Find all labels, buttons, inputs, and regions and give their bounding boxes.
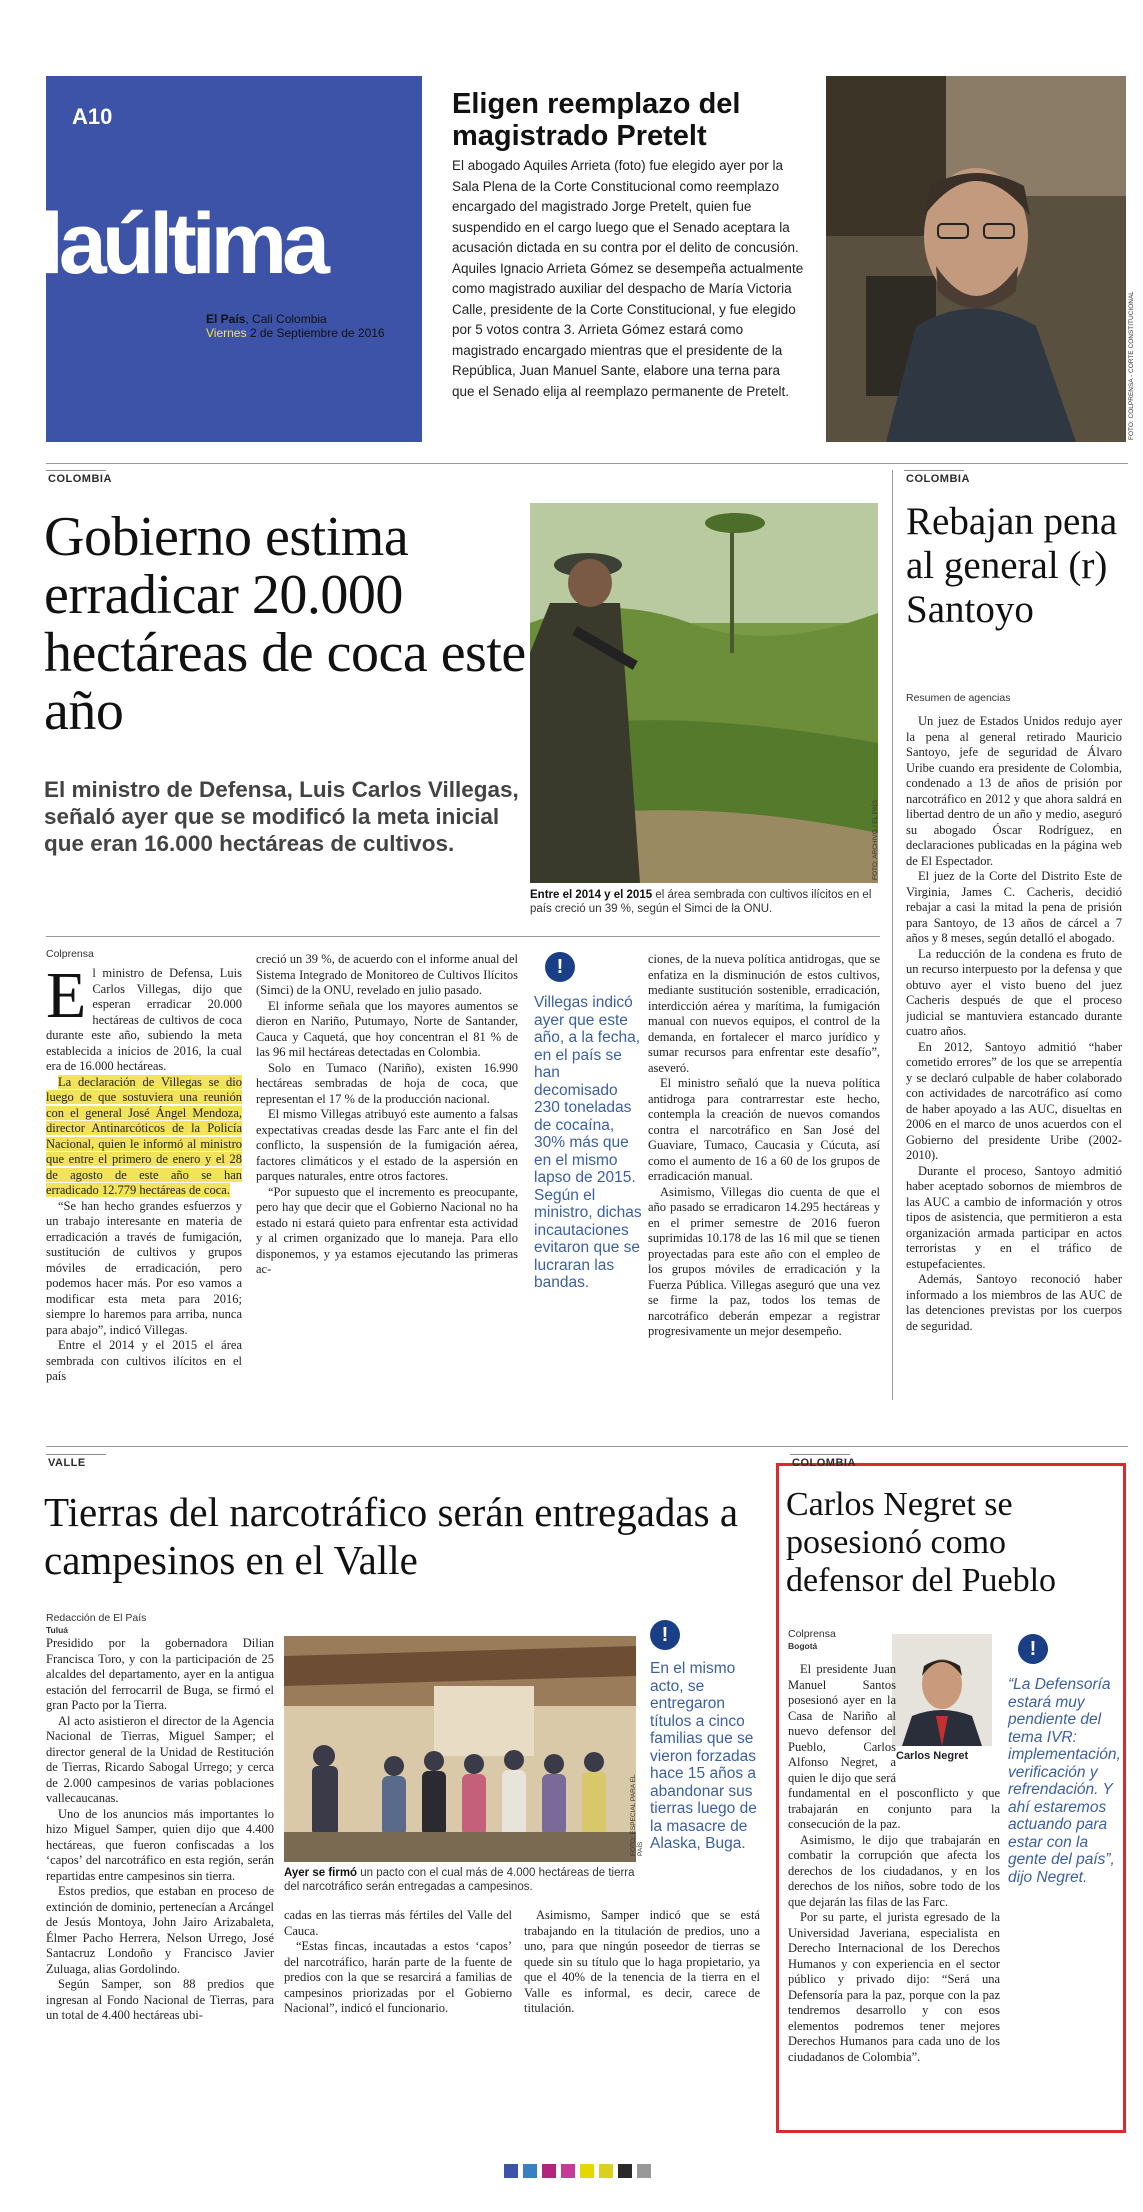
negret-headline: Carlos Negret se posesionó como defensor del Pueblo: [786, 1486, 1057, 1599]
pact-signing-photo: [284, 1636, 636, 1862]
valle-paragraph: Asimismo, Samper indicó que se está trabajando en la titulación de predios, uno a uno, para que ningún poseedor de tierras se quede sin su título que lo haga propietario, ya que el 40% de la tenencia de la tierra en el Valle es informal, es decir, carece de titulación.: [524, 1908, 760, 2015]
alert-icon: !: [1018, 1634, 1048, 1664]
valle-paragraph: Estos predios, que estaban en proceso de extinción de dominio, pertenecían a Arcángel de Jesús Montoya, John Jairo Arizabaleta, Élmer Pacho Herrera, Nelson Urrego, José Santacruz Londoño y Francisco Javier Zuluaga, alias Gordolindo.: [46, 1884, 274, 1976]
color-swatch: [561, 2164, 575, 2178]
alert-icon: !: [545, 952, 575, 982]
valle-photo-credit: FOTO: ESPECIAL PARA EL PAÍS: [630, 1774, 644, 1856]
color-swatch: [504, 2164, 518, 2178]
santoyo-headline: Rebajan pena al general (r) Santoyo: [906, 500, 1118, 631]
coca-photo-caption: [530, 888, 880, 916]
valle-paragraph: cadas en las tierras más fértiles del Valle del Cauca.: [284, 1908, 512, 1938]
color-swatch: [637, 2164, 651, 2178]
color-swatch: [542, 2164, 556, 2178]
paper-name: El País: [206, 312, 246, 326]
valle-paragraph: Al acto asistieron el director de la Agencia Nacional de Tierras, Miguel Samper; el director general de la Unidad de Restitución de Tierras, Ricardo Sabogal Urrego; y cerca de 2.000 campesinos de varias poblaciones vallecaucanas.: [46, 1713, 274, 1805]
negret-column: [788, 1662, 1000, 2132]
negret-paragraph: Asimismo, le dijo que trabajarán en combatir la corrupción que afecta los derechos de los ciudadanos, y en los derechos de los niños, sobre todo de los que dejarán las filas de las Farc.: [788, 1832, 1000, 1909]
coca-paragraph: El mismo Villegas atribuyó este aumento a falsas expectativas creadas desde las Farc ante el fin del conflicto, la suspensión de la fumigación aérea, factores climáticos y el estado de la aspersión en parques naturales, entre otros factores.: [256, 1107, 518, 1183]
valle-column-2: [284, 1908, 512, 2118]
valle-paragraph: Uno de los anuncios más importantes lo hizo Miguel Samper, quien dijo que 4.400 hectáreas, que fueron confiscadas a los ‘capos’ del narcotráfico en esta región, serán repartidas entre campesinos sin tierra.: [46, 1806, 274, 1883]
coca-paragraph: Solo en Tumaco (Nariño), existen 16.990 hectáreas sembradas de hoja de coca, que representan el 17 % de la producción nacional.: [256, 1060, 518, 1106]
date: 2 de Septiembre de 2016: [246, 326, 385, 340]
santoyo-byline: Resumen de agencias: [906, 692, 1011, 704]
santoyo-paragraph: El juez de la Corte del Distrito Este de Virginia, James C. Cacheris, decidió rebajar a casi la mitad la pena de prisión para Santoyo, de 13 años de cárcel a 7 años y 8 meses, según detalló el abogado.: [906, 869, 1122, 945]
color-registration-bar: [504, 2164, 651, 2178]
section-tag-colombia: COLOMBIA: [48, 473, 112, 485]
valle-caption-bold: Ayer se firmó: [284, 1867, 358, 1879]
coca-headline: Gobierno estima erradicar 20.000 hectáreas de coca este año: [44, 506, 526, 742]
coca-caption-bold: Entre el 2014 y el 2015: [530, 889, 653, 901]
section-divider: [46, 463, 1128, 464]
santoyo-column: [906, 714, 1122, 1404]
negret-byline-name: Colprensa: [788, 1628, 836, 1640]
coca-paragraph: Asimismo, Villegas dio cuenta de que el año pasado se erradicaron 14.295 hectáreas y en el primer semestre de 2016 fueron suprimidas 10.178 de las 16 mil que se tienen proyectadas para este año con el empleo de los grupos móviles de erradicación y la Fuerza Pública. Villegas aseguró que una vez se firme la paz, todos los temas de narcotráfico deberán empezar a registrar progresivamente un mejor desempeño.: [648, 1184, 880, 1338]
coca-paragraph: l ministro de Defensa, Luis Carlos Villegas, dijo que esperan erradicar 20.000 hectáreas de cultivos de coca durante este año, subiendo la meta establecida a inicios de 2016, la cual era de 16.000 hectáreas.: [46, 966, 242, 1073]
negret-paragraph: Por su parte, el jurista egresado de la Universidad Javeriana, especialista en Derecho Internacional de los Derechos Humanos y con experiencia en el sector público y privado dijo: “Será una Defensoría para la paz, porque con la paz tendremos desarrollo y con esos elementos podremos tener mejores Derechos Humanos para cada uno de los ciudadanos de Colombia”.: [788, 1910, 1000, 2064]
color-swatch: [618, 2164, 632, 2178]
valle-pull-quote: En el mismo acto, se entregaron títulos a cinco familias que se vieron forzadas hace 15 años a abandonar sus tierras luego de la masacre de Alaska, Buga.: [650, 1660, 757, 1852]
top-photo-credit: FOTO: COLPRENSA - CORTE CONSTITUCIONAL: [1128, 291, 1135, 440]
pretelt-replacement-photo: [826, 76, 1126, 442]
coca-byline: Colprensa: [46, 948, 94, 960]
santoyo-paragraph: Un juez de Estados Unidos redujo ayer la pena al general retirado Mauricio Santoyo, jefe de seguridad de Álvaro Uribe cuando era presidente de Colombia, condenado a 13 de años de prisión por narcotráfico en 2012 y que ahora saldrá en libertad dentro de un año y medio, aseguró su abogado Óscar Rodríguez, en declaraciones publicadas en la página web de El Espectador.: [906, 714, 1122, 868]
coca-paragraph: ciones, de la nueva política antidrogas, que se enfatiza en la disminución de estos cultivos, mediante sustitución sostenible, erradicación, interdicción aérea y marítima, la fumigación manual con nuevos equipos, el control de la demanda, en fortalecer el marco jurídico y sumar recursos para enfrentar este desafío”, aseveró.: [648, 952, 880, 1075]
highlight-text: La declaración de Villegas se dio luego de que sostuviera una reunión con el general José Ángel Mendoza, director Antinarcóticos de la Policía Nacional, quien le informó al ministro que entre el primero de enero y el 28 de agosto de este año se han erradicado 12.779 hectáreas de coca.: [46, 1074, 242, 1197]
section-tag-valle: VALLE: [48, 1457, 86, 1469]
coca-deck: El ministro de Defensa, Luis Carlos Villegas, señaló ayer que se modificó la meta inicial que eran 16.000 hectáreas de cultivos.: [44, 777, 519, 856]
negret-byline-city: Bogotá: [788, 1641, 818, 1651]
santoyo-paragraph: Durante el proceso, Santoyo admitió haber aceptado sobornos de miembros de las AUC a cambio de información y otros tipos de asistencia, que permitieron a esta organización armada participar en actos terroristas y en el tráfico de estupefacientes.: [906, 1163, 1122, 1271]
weekday: Viernes: [206, 326, 247, 340]
valle-paragraph: “Estas fincas, incautadas a estos ‘capos’ del narcotráfico, harán parte de la fuente de predios con la que se resarcirá a familias de campesinos priorizadas por el Gobierno Nacional”, indicó el funcionario.: [284, 1939, 512, 2015]
coca-paragraph: “Se han hecho grandes esfuerzos y un trabajo interesante en materia de erradicación a través de fumigación, sustitución de cultivos y grupos móviles de erradicación, pero podemos hacer más. Por eso vamos a modificar esta meta para 2016; siempre lo haremos para arriba, nunca para abajo”, indicó Villegas.: [46, 1198, 242, 1337]
valle-paragraph: Según Samper, son 88 predios que ingresan al Fondo Nacional de Tierras, para un total de 4.400 hectáreas ubi-: [46, 1977, 274, 2022]
section-tag-colombia: COLOMBIA: [792, 1457, 856, 1469]
section-divider: [46, 1446, 1128, 1447]
valle-byline: [46, 1612, 146, 1636]
page-number: A10: [72, 104, 113, 129]
coca-photo-credit: FOTO: ARCHIVO / EL PAÍS: [872, 799, 879, 880]
color-swatch: [580, 2164, 594, 2178]
alert-icon: !: [650, 1620, 680, 1650]
section-tag-colombia: COLOMBIA: [906, 473, 970, 485]
coca-column-2: [256, 952, 518, 1406]
coca-paragraph: El informe señala que los mayores aumentos se dieron en Nariño, Putumayo, Norte de Santander, Cauca y Caquetá, que hoy concentran el 81 % de las 96 mil hectáreas detectadas en Colombia.: [256, 998, 518, 1059]
santoyo-paragraph: La reducción de la condena es fruto de un recurso interpuesto por la defensa y que obtuvo ayer el visto bueno del juez Cacheris después de que el proceso judicial se mantuviera estancado durante cuatro años.: [906, 946, 1122, 1038]
masthead-block: [40, 76, 422, 442]
drop-cap: E: [46, 966, 87, 1032]
top-story-body: El abogado Aquiles Arrieta (foto) fue elegido ayer por la Sala Plena de la Corte Constitucional como reemplazo encargado del magistrado Jorge Pretelt, quien fue suspendido en el cargo luego que el Senado aceptara la acusación dictada en su contra por el delito de concusión. Aquiles Ignacio Arrieta Gómez se desempeña actualmente como magistrado auxiliar del despacho de María Victoria Calle, presidente de la Corte Constitucional, y fue elegido por 5 votos contra 3. Arrieta Gómez estará como magistrado encargado mientras que el presidente de la República, Juan Manuel Sante, elabore una terna para que el Senado elija al reemplazo permanente de Pretelt.: [452, 158, 804, 399]
coca-deck-divider: [46, 936, 880, 937]
coca-paragraph: Entre el 2014 y el 2015 el área sembrada con cultivos ilícitos en el país: [46, 1338, 242, 1383]
negret-paragraph: El presidente Juan Manuel Santos posesionó ayer en la Casa de Nariño al nuevo defensor del Pueblo, Carlos Alfonso Negret, a quien le dijo que será fundamental en el posconflicto y que trabajarán en conjunto para la consecución de la paz.: [788, 1662, 1000, 1831]
valle-caption-text: un pacto con el cual más de 4.000 hectáreas de tierra del narcotráfico serán entregadas a campesinos.: [284, 1867, 635, 1893]
valle-column-3: [524, 1908, 760, 2118]
color-swatch: [523, 2164, 537, 2178]
coca-paragraph: “Por supuesto que el incremento es preocupante, pero hay que decir que el Gobierno Nacional no ha estado ni estará quieto para enfrentar esta actividad y al crimen organizado que lo maneja. Para ello disponemos, y ya estamos ejecutando las primeras ac-: [256, 1184, 518, 1276]
valle-column-1: [46, 1636, 274, 2122]
coca-pull-quote: Villegas indicó ayer que este año, a la fecha, en el país se han decomisado 230 toneladas de cocaína, 30% más que en el mismo lapso de 2015. Según el ministro, dichas incautaciones evitaron que se lucraran las bandas.: [534, 994, 642, 1291]
city: , Cali Colombia: [245, 312, 327, 326]
coca-paragraph: El ministro señaló que la nueva política antidroga para contrarrestar este hecho, contempla la creación de nuevos comandos contra el narcotráfico en San José del Guaviare, Tumaco, Caucasia y Cúcuta, así como el aumento de 16 a 60 de los grupos de erradicación manual.: [648, 1076, 880, 1183]
valle-byline-city: Tuluá: [46, 1625, 69, 1635]
negret-byline: [788, 1628, 836, 1652]
coca-caption-text: el área sembrada con cultivos ilícitos en el país creció un 39 %, según el Simci de la ONU.: [530, 889, 872, 915]
santoyo-paragraph: Además, Santoyo reconoció haber informado a los miembros de las AUC de las detenciones previstas por los cuerpos de seguridad.: [906, 1272, 1122, 1333]
valle-headline: Tierras del narcotráfico serán entregadas a campesinos en el Valle: [44, 1489, 739, 1583]
santoyo-paragraph: En 2012, Santoyo admitió “haber cometido errores” de los que se arrepentía y se declaró culpable de haber colaborado con actividades de narcotráfico así como de haber apoyado a las AUC, disueltas en 2006 en el marco de unos acuerdos con el Gobierno del presidente Uribe (2002-2010).: [906, 1039, 1122, 1162]
coca-paragraph: creció un 39 %, de acuerdo con el informe anual del Sistema Integrado de Monitoreo de Cultivos Ilícitos (Simci) de la ONU, revelado en julio pasado.: [256, 952, 518, 997]
valle-byline-name: Redacción de El País: [46, 1612, 147, 1624]
coca-highlighted-paragraph: [46, 1075, 242, 1199]
coca-column-4: [648, 952, 880, 1406]
coca-column-1: [46, 966, 242, 1406]
masthead-dateline: [206, 312, 416, 340]
negret-quote: “La Defensoría estará muy pendiente del tema IVR: implementación, verificación y refrendación. Y ahí estaremos actuando para estar con la gente del país”, dijo Negret.: [1008, 1676, 1121, 1886]
section-logo: laúltima: [40, 196, 325, 292]
valle-photo-caption: [284, 1866, 636, 1894]
color-swatch: [599, 2164, 613, 2178]
top-story-headline: Eligen reemplazo del magistrado Pretelt: [452, 88, 741, 152]
column-divider: [892, 470, 893, 1400]
valle-paragraph: Presidido por la gobernadora Dilian Francisca Toro, y con la participación de 25 alcaldes del departamento, ayer en la antigua estación del ferrocarril de Buga, se firmó el gran Pacto por la Tierra.: [46, 1636, 274, 1712]
negret-photo-caption: Carlos Negret: [896, 1750, 969, 1762]
photo-spacer: [896, 1662, 1000, 1782]
coca-soldier-photo: [530, 503, 878, 883]
